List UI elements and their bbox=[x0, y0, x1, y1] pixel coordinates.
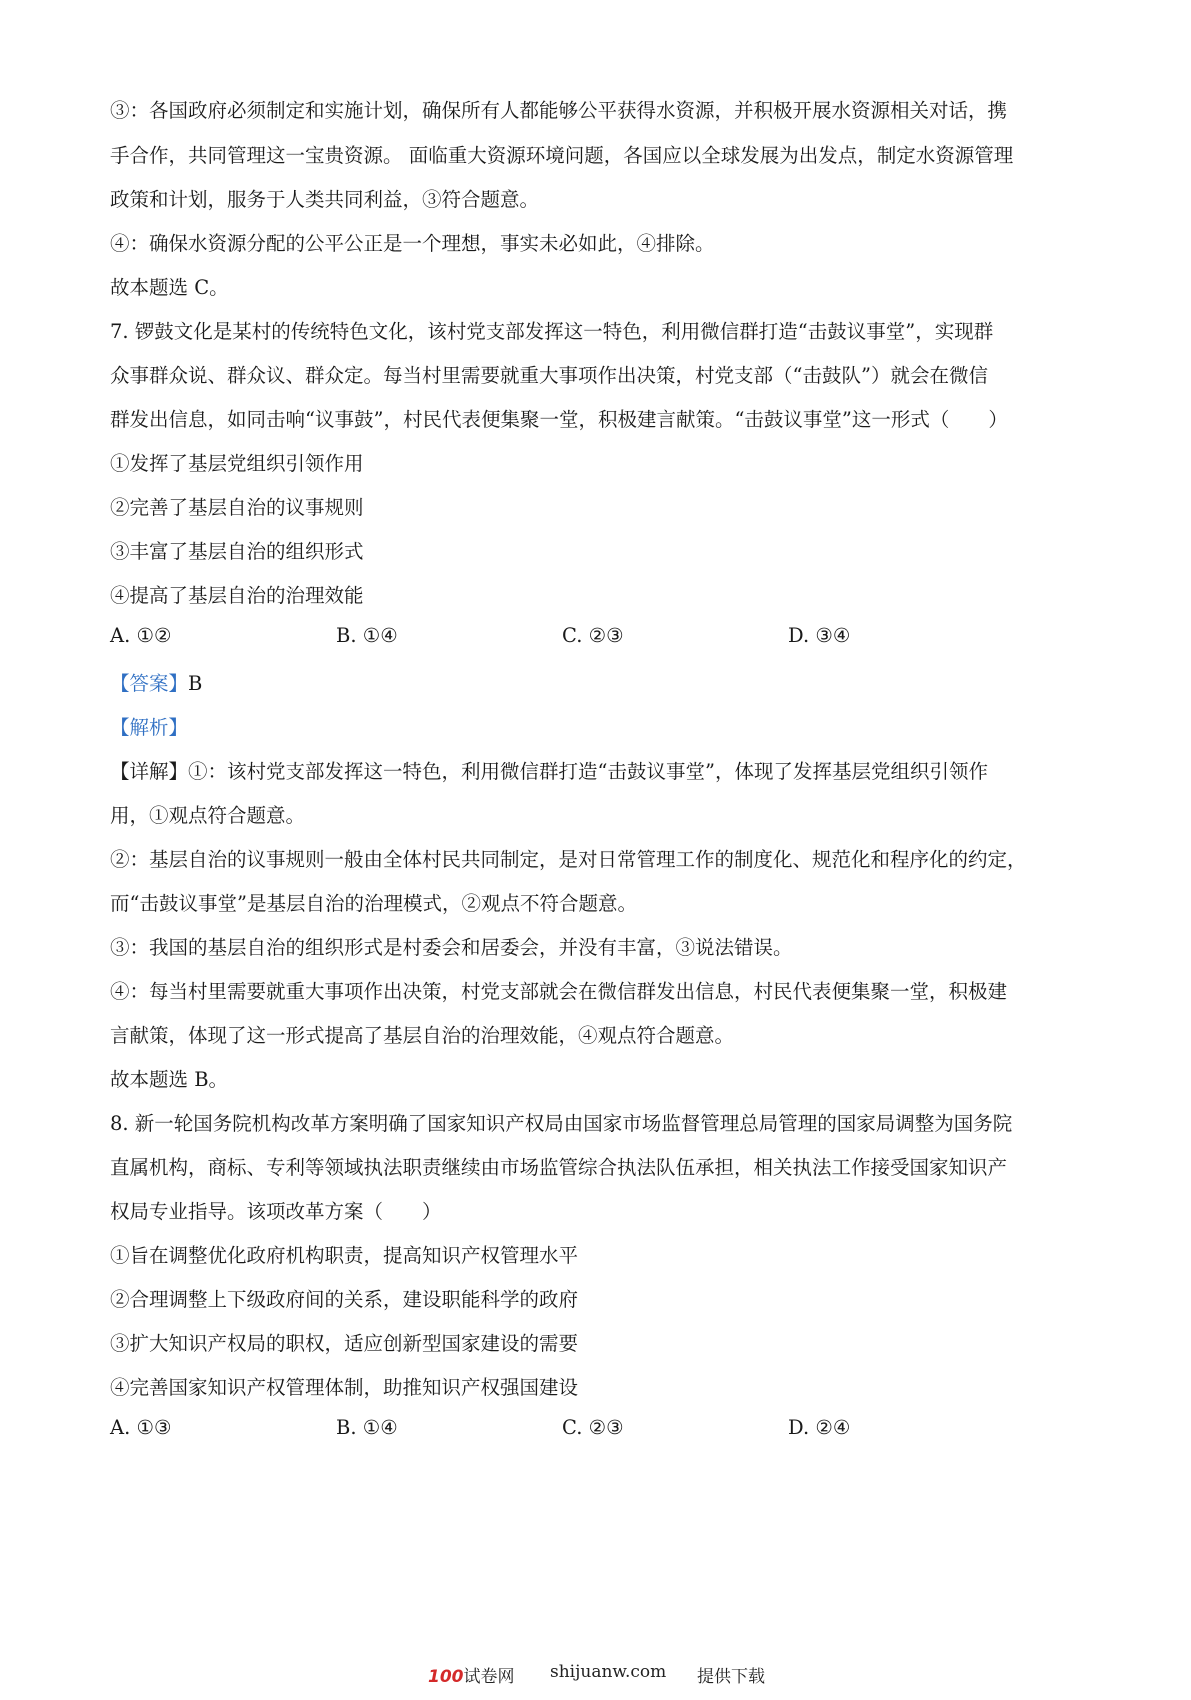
text-line: ④：确保水资源分配的公平公正是一个理想，事实未必如此，④排除。 bbox=[110, 232, 715, 255]
option-b: B. ①④ bbox=[336, 624, 398, 647]
download-text: 提供下载 bbox=[697, 1667, 765, 1687]
question-7-statement: ③丰富了基层自治的组织形式 bbox=[110, 540, 364, 563]
answer-line bbox=[110, 668, 202, 696]
question-8-stem: 权局专业指导。该项改革方案（ ） bbox=[110, 1200, 442, 1223]
logo-number: 100 bbox=[428, 1667, 464, 1687]
question-7-stem: 众事群众说、群众议、群众定。每当村里需要就重大事项作出决策，村党支部（“击鼓队”）就会在微信 bbox=[110, 364, 988, 387]
logo-text: 试卷网 bbox=[463, 1667, 515, 1687]
detail-line: 故本题选 B。 bbox=[110, 1068, 229, 1091]
detail-line: ③：我国的基层自治的组织形式是村委会和居委会，并没有丰富，③说法错误。 bbox=[110, 936, 793, 959]
site-logo[interactable] bbox=[428, 1662, 515, 1687]
option-b: B. ①④ bbox=[336, 1416, 398, 1439]
page-footer bbox=[0, 1662, 1191, 1700]
question-8-options bbox=[110, 1416, 1090, 1446]
site-url-link[interactable]: shijuanw.com bbox=[550, 1662, 667, 1682]
analysis-label: 【解析】 bbox=[110, 716, 189, 739]
question-7-statement: ①发挥了基层党组织引领作用 bbox=[110, 452, 364, 475]
question-8-statement: ②合理调整上下级政府间的关系，建设职能科学的政府 bbox=[110, 1288, 579, 1311]
detail-line: 而“击鼓议事堂”是基层自治的治理模式，②观点不符合题意。 bbox=[110, 892, 637, 915]
question-8-statement: ③扩大知识产权局的职权，适应创新型国家建设的需要 bbox=[110, 1332, 579, 1355]
question-7-options bbox=[110, 624, 1090, 654]
answer-value: B bbox=[188, 672, 203, 695]
answer-label: 【答案】 bbox=[110, 672, 189, 695]
option-d: D. ②④ bbox=[788, 1416, 851, 1439]
option-c: C. ②③ bbox=[562, 1416, 624, 1439]
question-8-statement: ①旨在调整优化政府机构职责，提高知识产权管理水平 bbox=[110, 1244, 579, 1267]
question-8-stem: 8. 新一轮国务院机构改革方案明确了国家知识产权局由国家市场监督管理总局管理的国家局调整为国务院 bbox=[110, 1112, 1013, 1135]
question-7-statement: ④提高了基层自治的治理效能 bbox=[110, 584, 364, 607]
text-line: ③：各国政府必须制定和实施计划，确保所有人都能够公平获得水资源，并积极开展水资源相关对话，携 bbox=[110, 99, 1008, 122]
detail-line: ④：每当村里需要就重大事项作出决策，村党支部就会在微信群发出信息，村民代表便集聚一堂，积极建 bbox=[110, 980, 1008, 1003]
detail-line: 言献策，体现了这一形式提高了基层自治的治理效能，④观点符合题意。 bbox=[110, 1024, 735, 1047]
text-line: 故本题选 C。 bbox=[110, 276, 229, 299]
text-line: 政策和计划，服务于人类共同利益，③符合题意。 bbox=[110, 188, 540, 211]
question-8-statement: ④完善国家知识产权管理体制，助推知识产权强国建设 bbox=[110, 1376, 579, 1399]
question-7-stem: 群发出信息，如同击响“议事鼓”，村民代表便集聚一堂，积极建言献策。“击鼓议事堂”这一形式（ ） bbox=[110, 408, 1008, 431]
text-line: 手合作，共同管理这一宝贵资源。 面临重大资源环境问题，各国应以全球发展为出发点，制定水资源管理 bbox=[110, 144, 1014, 167]
detail-line: 【详解】①：该村党支部发挥这一特色，利用微信群打造“击鼓议事堂”，体现了发挥基层党组织引领作 bbox=[110, 760, 988, 783]
question-8-stem: 直属机构，商标、专利等领域执法职责继续由市场监管综合执法队伍承担，相关执法工作接受国家知识产 bbox=[110, 1156, 1008, 1179]
option-a: A. ①② bbox=[110, 624, 172, 647]
detail-line: 用，①观点符合题意。 bbox=[110, 804, 306, 827]
question-7-statement: ②完善了基层自治的议事规则 bbox=[110, 496, 364, 519]
option-c: C. ②③ bbox=[562, 624, 624, 647]
detail-line: ②：基层自治的议事规则一般由全体村民共同制定，是对日常管理工作的制度化、规范化和程序化的约定， bbox=[110, 848, 1027, 871]
question-7-stem: 7. 锣鼓文化是某村的传统特色文化，该村党支部发挥这一特色，利用微信群打造“击鼓议事堂”，实现群 bbox=[110, 320, 994, 343]
option-a: A. ①③ bbox=[110, 1416, 172, 1439]
option-d: D. ③④ bbox=[788, 624, 851, 647]
